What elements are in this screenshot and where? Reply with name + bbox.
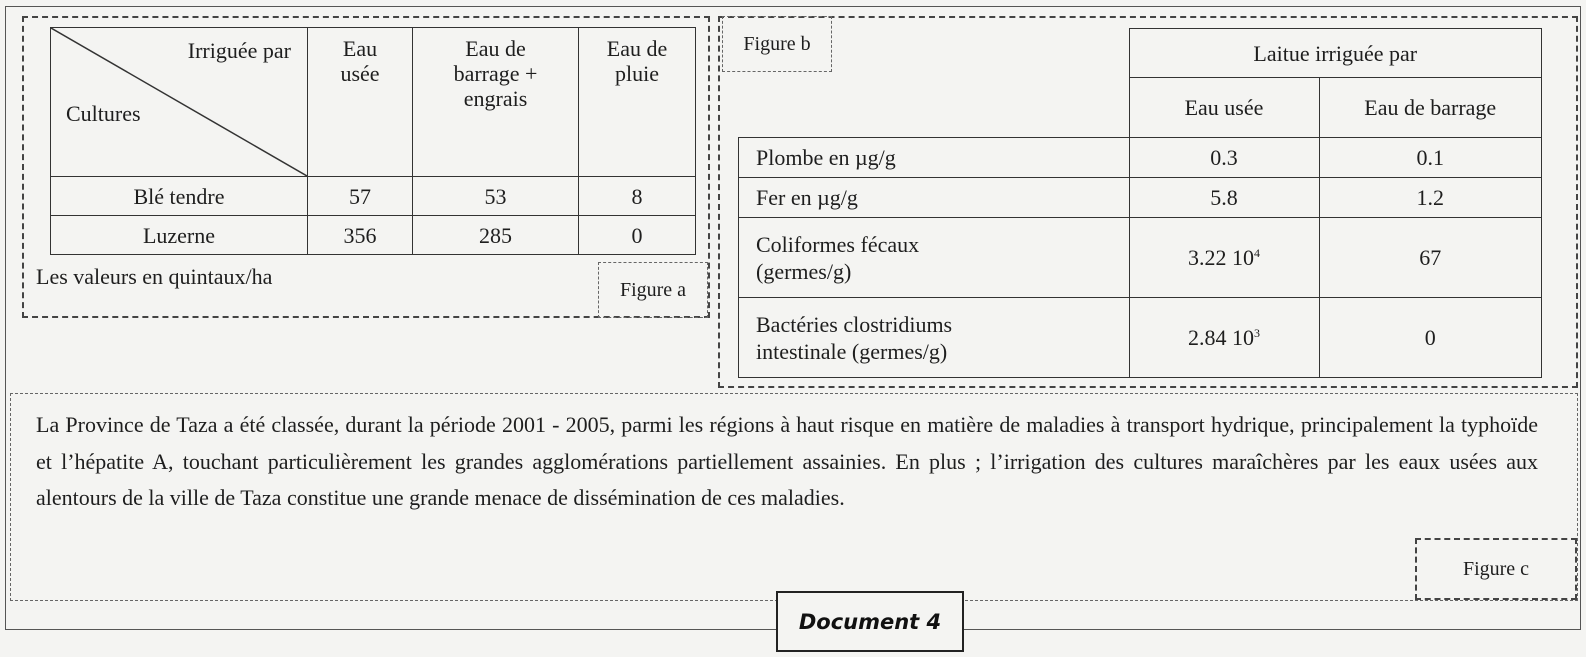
figure-a-table	[50, 27, 696, 255]
group-header-laitue: Laitue irriguée par	[1129, 29, 1542, 78]
column-header-row	[739, 78, 1542, 138]
row-label: Fer en µg/g	[739, 178, 1130, 218]
table-row	[739, 218, 1542, 298]
cell-value: 0.3	[1129, 138, 1319, 178]
figure-c-label: Figure c	[1415, 538, 1577, 600]
column-header-eau-usee: Eau usée	[308, 28, 413, 177]
cell-value: 3.22 $10^4$	[1129, 218, 1319, 298]
row-label: Plombe en µg/g	[739, 138, 1130, 178]
table-row	[739, 138, 1542, 178]
cell-value: 53	[413, 177, 579, 216]
row-label: Coliformes fécaux (germes/g)	[739, 218, 1130, 298]
column-header-eau-barrage: Eau de barrage	[1319, 78, 1542, 138]
cell-value: 67	[1319, 218, 1542, 298]
diagonal-header-cell	[51, 28, 308, 177]
column-header-eau-pluie: Eau de pluie	[579, 28, 696, 177]
figure-a-label: Figure a	[598, 262, 708, 318]
units-caption: Les valeurs en quintaux/ha	[36, 264, 273, 289]
table-row	[739, 298, 1542, 378]
row-label: Luzerne	[51, 216, 308, 255]
figure-b-label: Figure b	[722, 16, 832, 72]
header-irriguee-par: Irriguée par	[187, 38, 291, 63]
row-label: Bactéries clostridiums intestinale (germes/g)	[739, 298, 1130, 378]
table-header-row	[51, 28, 696, 177]
column-header-eau-barrage-engrais: Eau de barrage + engrais	[413, 28, 579, 177]
cell-value: 5.8	[1129, 178, 1319, 218]
table-row	[739, 178, 1542, 218]
table-row	[51, 216, 696, 255]
cell-value: 1.2	[1319, 178, 1542, 218]
column-header-eau-usee: Eau usée	[1129, 78, 1319, 138]
cell-value: 285	[413, 216, 579, 255]
cell-value: 2.84 $10^3$	[1129, 298, 1319, 378]
figure-c-paragraph: La Province de Taza a été classée, durant la période 2001 - 2005, parmi les régions à haut risque en matière de maladies à transport hydrique, principalement la typhoïde et l’hépatite A, touchant particulièrement les grandes agglomérations partiellement assainies. En plus ; l’irrigation des cultures maraîchères par les eaux usées aux alentours de la ville de Taza constitue une grande menace de dissémination de ces maladies.	[36, 412, 1538, 510]
figure-b-table	[738, 28, 1542, 378]
cell-value: 0	[1319, 298, 1542, 378]
cell-value: 0.1	[1319, 138, 1542, 178]
cell-value: 8	[579, 177, 696, 216]
cell-value: 356	[308, 216, 413, 255]
table-row	[51, 177, 696, 216]
cell-value: 0	[579, 216, 696, 255]
group-header-row	[739, 29, 1542, 78]
document-title: Document 4	[776, 591, 964, 652]
cell-value: 57	[308, 177, 413, 216]
header-cultures: Cultures	[66, 101, 141, 126]
row-label: Blé tendre	[51, 177, 308, 216]
